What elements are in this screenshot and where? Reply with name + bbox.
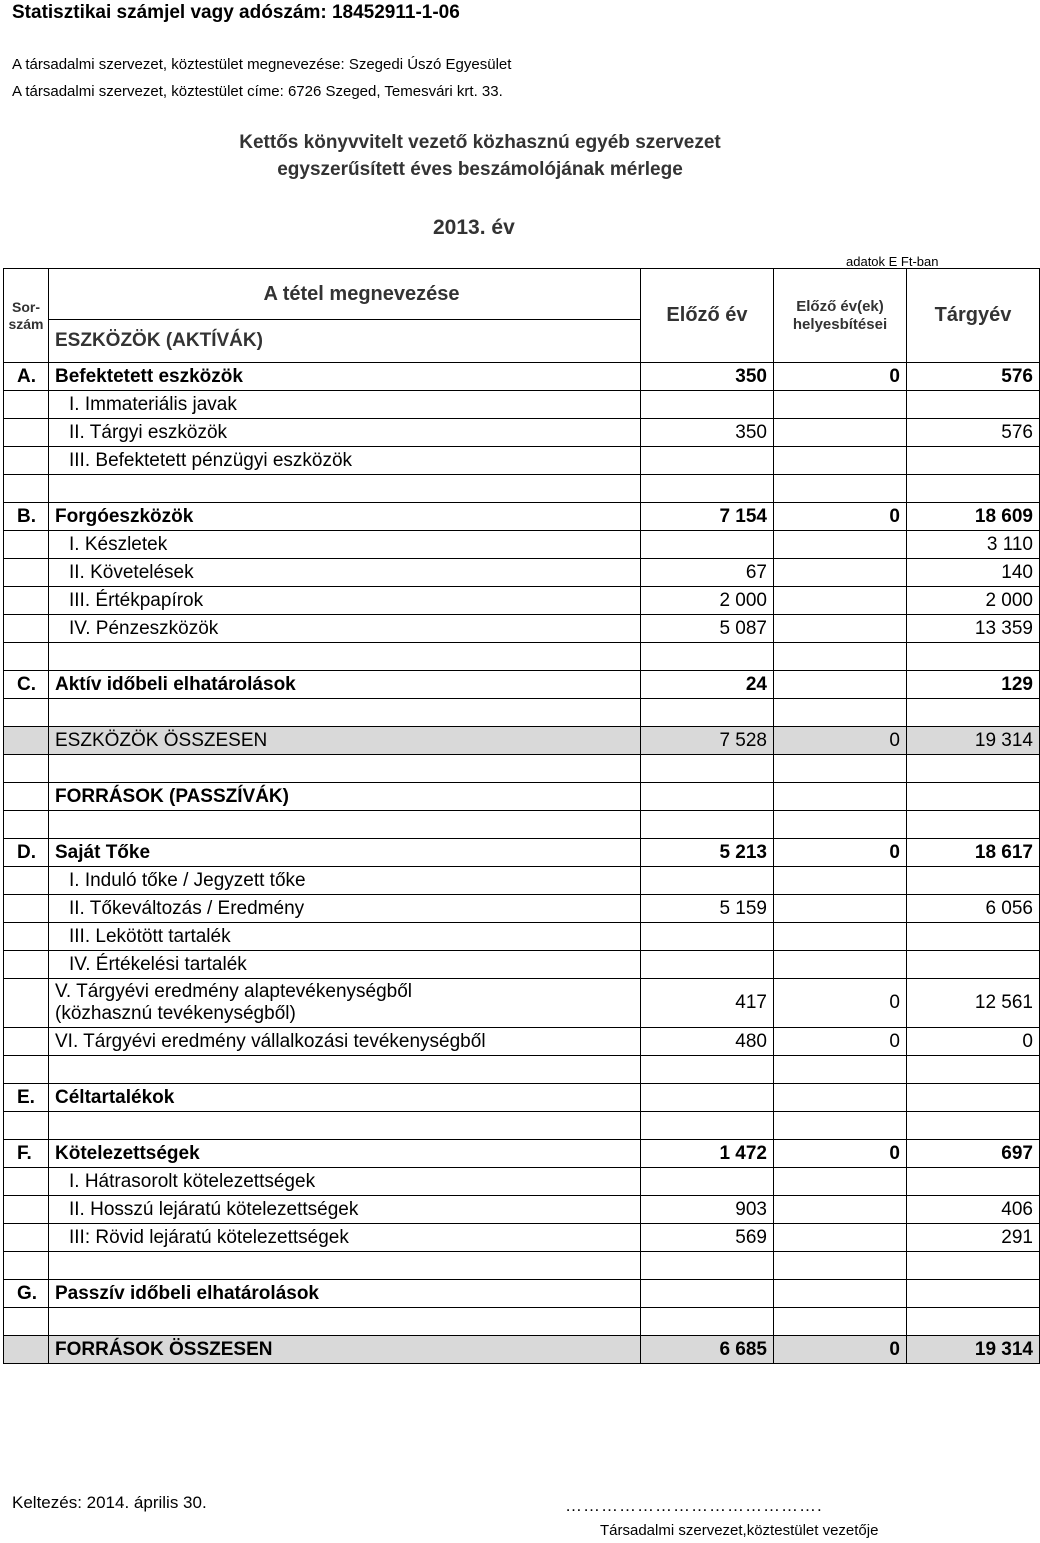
row-prev-value	[641, 1056, 774, 1084]
row-name	[49, 1084, 641, 1112]
table-row	[4, 699, 1040, 727]
row-name	[49, 531, 641, 559]
row-correction-value	[774, 755, 907, 783]
row-name	[49, 979, 641, 1028]
row-prev-value	[641, 391, 774, 419]
table-row	[4, 1308, 1040, 1336]
corr-label-2: helyesbítései	[792, 315, 888, 333]
row-name	[49, 755, 641, 783]
row-id	[4, 1168, 49, 1196]
row-correction-value	[774, 587, 907, 615]
organization-name: A társadalmi szervezet, köztestület megnevezése: Szegedi Úszó Egyesület	[12, 56, 512, 73]
row-prev-value	[641, 923, 774, 951]
row-current-value	[907, 1112, 1040, 1140]
table-row	[4, 615, 1040, 643]
unit-note: adatok E Ft-ban	[846, 254, 939, 269]
row-correction-value	[774, 951, 907, 979]
row-name-text: Aktív időbeli elhatárolások	[55, 673, 296, 695]
table-row	[4, 1252, 1040, 1280]
row-name	[49, 447, 641, 475]
row-id	[4, 923, 49, 951]
row-prev-value	[641, 867, 774, 895]
row-prev-value	[641, 1308, 774, 1336]
row-correction-value	[774, 1084, 907, 1112]
row-current-value: 576	[907, 419, 1040, 447]
table-row	[4, 1280, 1040, 1308]
row-name-text: FORRÁSOK ÖSSZESEN	[55, 1338, 273, 1360]
row-prev-value: 1 472	[641, 1140, 774, 1168]
row-id	[4, 615, 49, 643]
row-id	[4, 559, 49, 587]
row-name	[49, 1336, 641, 1364]
row-current-value: 19 314	[907, 727, 1040, 755]
row-current-value: 406	[907, 1196, 1040, 1224]
row-correction-value: 0	[774, 1028, 907, 1056]
row-correction-value	[774, 447, 907, 475]
row-name	[49, 1280, 641, 1308]
row-correction-value	[774, 391, 907, 419]
row-id	[4, 1028, 49, 1056]
row-name	[49, 391, 641, 419]
row-name	[49, 811, 641, 839]
row-prev-value: 7 154	[641, 503, 774, 531]
row-prev-value	[641, 1168, 774, 1196]
row-prev-value: 67	[641, 559, 774, 587]
table-row	[4, 1224, 1040, 1252]
document-title-line1: Kettős könyvvitelt vezető közhasznú egyéb szervezet	[239, 132, 721, 153]
row-correction-value	[774, 1196, 907, 1224]
row-current-value: 18 617	[907, 839, 1040, 867]
row-name	[49, 1028, 641, 1056]
row-prev-value: 903	[641, 1196, 774, 1224]
row-current-value	[907, 1084, 1040, 1112]
row-prev-value: 350	[641, 363, 774, 391]
row-id: B.	[4, 503, 49, 531]
row-id	[4, 867, 49, 895]
table-row	[4, 559, 1040, 587]
row-current-value: 12 561	[907, 979, 1040, 1028]
row-prev-value	[641, 1084, 774, 1112]
row-current-value	[907, 447, 1040, 475]
row-prev-value	[641, 699, 774, 727]
sorszam-label-2: szám	[8, 315, 44, 332]
row-id: E.	[4, 1084, 49, 1112]
row-prev-value: 417	[641, 979, 774, 1028]
row-correction-value	[774, 923, 907, 951]
row-prev-value: 5 213	[641, 839, 774, 867]
table-row	[4, 923, 1040, 951]
row-correction-value	[774, 1112, 907, 1140]
row-correction-value	[774, 475, 907, 503]
corr-label-1: Előző év(ek)	[796, 297, 884, 315]
organization-address: A társadalmi szervezet, köztestület címe: 6726 Szeged, Temesvári krt. 33.	[12, 83, 503, 100]
row-correction-value	[774, 699, 907, 727]
row-name	[49, 1112, 641, 1140]
row-current-value: 6 056	[907, 895, 1040, 923]
row-id	[4, 1112, 49, 1140]
row-current-value	[907, 475, 1040, 503]
row-name	[49, 1196, 641, 1224]
row-correction-value: 0	[774, 503, 907, 531]
table-row	[4, 895, 1040, 923]
row-id: G.	[4, 1280, 49, 1308]
signature-line: …………………………………….	[565, 1496, 823, 1515]
row-id	[4, 419, 49, 447]
row-correction-value	[774, 1280, 907, 1308]
row-name	[49, 727, 641, 755]
row-current-value: 140	[907, 559, 1040, 587]
row-current-value: 291	[907, 1224, 1040, 1252]
row-prev-value	[641, 531, 774, 559]
row-name-text: Saját Tőke	[55, 841, 151, 863]
row-id	[4, 699, 49, 727]
row-prev-value: 6 685	[641, 1336, 774, 1364]
row-name	[49, 615, 641, 643]
table-row	[4, 839, 1040, 867]
table-row	[4, 1028, 1040, 1056]
row-id	[4, 1308, 49, 1336]
table-row	[4, 1196, 1040, 1224]
row-correction-value: 0	[774, 839, 907, 867]
row-current-value: 697	[907, 1140, 1040, 1168]
row-correction-value	[774, 1168, 907, 1196]
row-correction-value	[774, 895, 907, 923]
table-row	[4, 979, 1040, 1028]
balance-sheet-table	[3, 268, 1040, 1364]
row-correction-value	[774, 783, 907, 811]
row-name	[49, 587, 641, 615]
row-id	[4, 951, 49, 979]
row-current-value: 2 000	[907, 587, 1040, 615]
row-current-value: 0	[907, 1028, 1040, 1056]
row-id	[4, 1336, 49, 1364]
row-name	[49, 1308, 641, 1336]
row-id	[4, 1196, 49, 1224]
row-name-text: I. Hátrasorolt kötelezettségek	[69, 1170, 316, 1192]
row-name-text: Forgóeszközök	[55, 505, 194, 527]
row-name-text: III. Értékpapírok	[69, 589, 204, 611]
row-name-text: III: Rövid lejáratú kötelezettségek	[69, 1226, 349, 1248]
row-name-text: I. Készletek	[69, 533, 168, 555]
row-id	[4, 643, 49, 671]
row-id	[4, 1252, 49, 1280]
column-header-current: Tárgyév	[907, 269, 1040, 363]
row-current-value: 13 359	[907, 615, 1040, 643]
row-prev-value: 24	[641, 671, 774, 699]
table-row	[4, 363, 1040, 391]
row-correction-value: 0	[774, 1140, 907, 1168]
row-prev-value	[641, 475, 774, 503]
row-prev-value: 480	[641, 1028, 774, 1056]
row-correction-value	[774, 419, 907, 447]
table-row	[4, 1140, 1040, 1168]
row-correction-value: 0	[774, 1336, 907, 1364]
row-current-value	[907, 867, 1040, 895]
row-prev-value: 2 000	[641, 587, 774, 615]
row-name	[49, 895, 641, 923]
row-id	[4, 1056, 49, 1084]
row-prev-value: 569	[641, 1224, 774, 1252]
table-row	[4, 783, 1040, 811]
document-title-line2: egyszerűsített éves beszámolójának mérlege	[277, 159, 683, 180]
row-prev-value	[641, 1112, 774, 1140]
row-correction-value	[774, 1252, 907, 1280]
table-row	[4, 447, 1040, 475]
table-row	[4, 1168, 1040, 1196]
row-name-text: II. Tárgyi eszközök	[69, 421, 228, 443]
row-id	[4, 531, 49, 559]
row-id: C.	[4, 671, 49, 699]
row-correction-value	[774, 671, 907, 699]
table-row	[4, 587, 1040, 615]
row-name-text: Befektetett eszközök	[55, 365, 243, 387]
row-current-value: 19 314	[907, 1336, 1040, 1364]
row-current-value	[907, 783, 1040, 811]
row-name-text: I. Induló tőke / Jegyzett tőke	[69, 869, 306, 891]
row-correction-value	[774, 1308, 907, 1336]
row-name	[49, 783, 641, 811]
row-id	[4, 783, 49, 811]
row-name	[49, 475, 641, 503]
row-name	[49, 419, 641, 447]
row-prev-value	[641, 951, 774, 979]
row-current-value: 576	[907, 363, 1040, 391]
row-name	[49, 1140, 641, 1168]
row-correction-value	[774, 559, 907, 587]
row-current-value: 3 110	[907, 531, 1040, 559]
column-header-sorszam	[4, 269, 49, 363]
row-id	[4, 587, 49, 615]
row-correction-value	[774, 867, 907, 895]
row-correction-value	[774, 531, 907, 559]
signer-title: Társadalmi szervezet,köztestület vezetője	[600, 1522, 879, 1539]
row-name	[49, 559, 641, 587]
row-name-text: II. Hosszú lejáratú kötelezettségek	[69, 1198, 359, 1220]
row-correction-value: 0	[774, 727, 907, 755]
table-row	[4, 951, 1040, 979]
row-id	[4, 475, 49, 503]
table-row	[4, 391, 1040, 419]
row-name-text: Passzív időbeli elhatárolások	[55, 1282, 319, 1304]
table-row	[4, 643, 1040, 671]
row-prev-value	[641, 811, 774, 839]
row-current-value	[907, 643, 1040, 671]
table-row	[4, 727, 1040, 755]
assets-heading: ESZKÖZÖK (AKTÍVÁK)	[49, 320, 641, 363]
row-current-value	[907, 1056, 1040, 1084]
row-current-value	[907, 391, 1040, 419]
row-id	[4, 811, 49, 839]
row-name-text: IV. Értékelési tartalék	[69, 953, 247, 975]
row-current-value	[907, 755, 1040, 783]
row-name-text: III. Befektetett pénzügyi eszközök	[69, 449, 353, 471]
row-name	[49, 923, 641, 951]
row-id	[4, 727, 49, 755]
row-id: A.	[4, 363, 49, 391]
table-row	[4, 811, 1040, 839]
row-current-value: 18 609	[907, 503, 1040, 531]
row-prev-value: 350	[641, 419, 774, 447]
table-row	[4, 531, 1040, 559]
column-header-corrections	[774, 269, 907, 363]
row-name	[49, 839, 641, 867]
table-row	[4, 671, 1040, 699]
row-current-value	[907, 923, 1040, 951]
row-name	[49, 951, 641, 979]
row-name-text: II. Tőkeváltozás / Eredmény	[69, 897, 305, 919]
column-header-prev: Előző év	[641, 269, 774, 363]
row-prev-value	[641, 783, 774, 811]
row-name-line2: (közhasznú tevékenységből)	[55, 1003, 296, 1024]
row-name-text: III. Lekötött tartalék	[69, 925, 231, 947]
row-name-text: Kötelezettségek	[55, 1142, 200, 1164]
row-prev-value: 5 087	[641, 615, 774, 643]
row-name-text: I. Immateriális javak	[69, 393, 237, 415]
row-current-value	[907, 699, 1040, 727]
row-prev-value: 7 528	[641, 727, 774, 755]
row-name-text: FORRÁSOK (PASSZÍVÁK)	[55, 785, 289, 807]
row-name-text: II. Követelések	[69, 561, 194, 583]
row-name	[49, 699, 641, 727]
row-name	[49, 1056, 641, 1084]
row-name-line1: V. Tárgyévi eredmény alaptevékenységből	[55, 981, 413, 1002]
table-row	[4, 475, 1040, 503]
row-id	[4, 979, 49, 1028]
row-name	[49, 1252, 641, 1280]
table-row	[4, 1056, 1040, 1084]
row-id	[4, 391, 49, 419]
row-prev-value	[641, 1252, 774, 1280]
row-current-value	[907, 1252, 1040, 1280]
row-id	[4, 755, 49, 783]
row-id: F.	[4, 1140, 49, 1168]
row-prev-value	[641, 755, 774, 783]
sorszam-label-1: Sor-	[12, 298, 40, 315]
table-row	[4, 1084, 1040, 1112]
row-correction-value	[774, 1056, 907, 1084]
row-prev-value	[641, 1280, 774, 1308]
row-name	[49, 1224, 641, 1252]
row-name	[49, 503, 641, 531]
table-row	[4, 1112, 1040, 1140]
row-correction-value: 0	[774, 979, 907, 1028]
row-current-value	[907, 811, 1040, 839]
tax-id-heading: Statisztikai számjel vagy adószám: 18452911-1-06	[12, 2, 460, 23]
row-name-text: IV. Pénzeszközök	[69, 617, 219, 639]
row-prev-value	[641, 447, 774, 475]
table-row	[4, 867, 1040, 895]
row-correction-value	[774, 1224, 907, 1252]
row-id	[4, 1224, 49, 1252]
row-prev-value: 5 159	[641, 895, 774, 923]
row-correction-value	[774, 643, 907, 671]
row-name	[49, 671, 641, 699]
row-correction-value	[774, 811, 907, 839]
table-row	[4, 503, 1040, 531]
row-name	[49, 867, 641, 895]
row-id	[4, 895, 49, 923]
row-name-text: ESZKÖZÖK ÖSSZESEN	[55, 729, 268, 751]
table-row	[4, 1336, 1040, 1364]
row-current-value	[907, 951, 1040, 979]
row-current-value	[907, 1280, 1040, 1308]
table-row	[4, 755, 1040, 783]
row-name	[49, 643, 641, 671]
row-current-value: 129	[907, 671, 1040, 699]
table-header-row	[4, 269, 1040, 320]
table-row	[4, 419, 1040, 447]
row-id	[4, 447, 49, 475]
row-name-text: VI. Tárgyévi eredmény vállalkozási tevékenységből	[55, 1030, 486, 1052]
row-name	[49, 363, 641, 391]
row-prev-value	[641, 643, 774, 671]
report-year: 2013. év	[433, 216, 515, 239]
row-name-text: Céltartalékok	[55, 1086, 175, 1108]
row-correction-value	[774, 615, 907, 643]
row-current-value	[907, 1168, 1040, 1196]
row-id: D.	[4, 839, 49, 867]
signing-date: Keltezés: 2014. április 30.	[12, 1493, 207, 1512]
row-name	[49, 1168, 641, 1196]
row-correction-value: 0	[774, 363, 907, 391]
row-current-value	[907, 1308, 1040, 1336]
column-header-name: A tétel megnevezése	[49, 269, 641, 320]
